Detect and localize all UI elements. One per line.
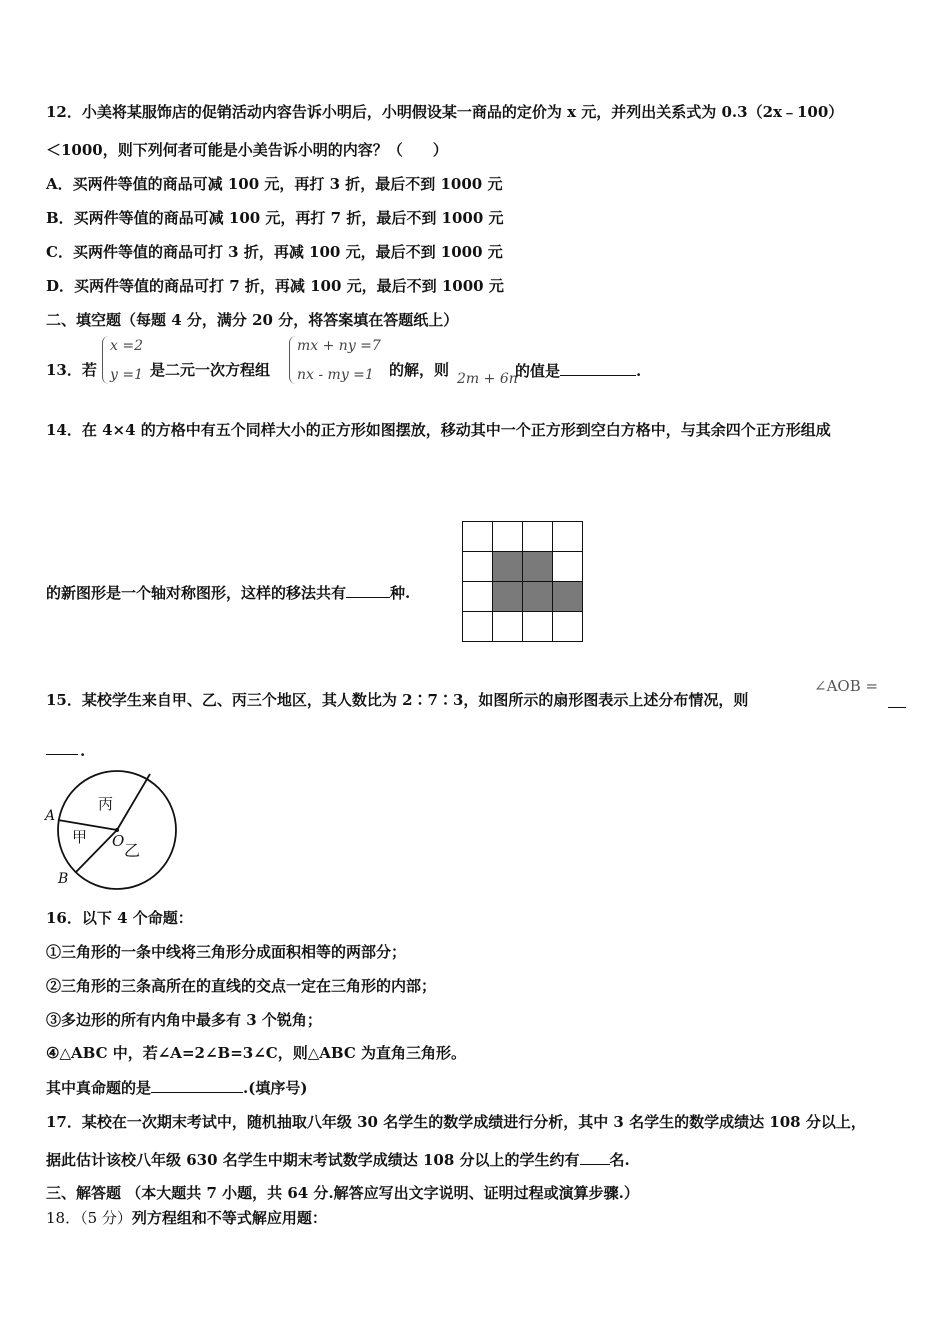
grid-square-empty	[552, 611, 583, 642]
grid-square-empty	[552, 521, 583, 552]
q16-item-2: ②三角形的三条高所在的直线的交点一定在三角形的内部；	[46, 977, 437, 995]
q16-item-3: ③多边形的所有内角中最多有 3 个锐角；	[46, 1011, 322, 1029]
q16-answer-prefix: 其中真命题的是	[46, 1079, 152, 1097]
q14-line2	[46, 582, 410, 603]
q13-answer-blank[interactable]	[560, 360, 636, 376]
grid-square-empty	[492, 611, 523, 642]
q13-sys2-eq1: mx + ny =7	[297, 338, 381, 354]
q12-option-a: A．买两件等值的商品可减 100 元，再打 3 折，最后不到 1000 元	[46, 175, 503, 193]
q13-sys1-eq2: y =1	[110, 367, 143, 383]
label-yi: 乙	[124, 841, 141, 860]
q16-answer-suffix: .(填序号)	[243, 1079, 308, 1097]
grid-square-empty	[552, 551, 583, 582]
q17-line2	[46, 1149, 630, 1170]
q15-end: .	[80, 742, 86, 760]
q13-brace-1	[102, 336, 109, 384]
q18-line	[46, 1208, 327, 1228]
q14-line2-end: 种.	[390, 584, 411, 602]
q18-text: 列方程组和不等式解应用题：	[131, 1209, 327, 1227]
q17-line2-text: 据此估计该校八年级 630 名学生中期末考试数学成绩达 108 分以上的学生约有	[46, 1151, 580, 1169]
q13-expression: 2m + 6n	[457, 371, 518, 387]
q13-mid-text: 是二元一次方程组	[150, 361, 271, 379]
q15-line1: 15．某校学生来自甲、乙、丙三个地区，其人数比为 2∶7∶3，如图所示的扇形图表示上述分布情况，则	[46, 691, 749, 709]
q12-line1: 12．小美将某服饰店的促销活动内容告诉小明后，小明假设某一商品的定价为 x 元，并列出关系式为 0.3（2x﹣100）	[46, 103, 844, 121]
q12-option-c: C．买两件等值的商品可打 3 折，再减 100 元，最后不到 1000 元	[46, 243, 503, 261]
grid-square-empty	[522, 521, 553, 552]
label-a: A	[45, 808, 56, 824]
grid-square-empty	[492, 521, 523, 552]
label-jia: 甲	[72, 828, 88, 846]
q18-number: 18．（5 分）	[46, 1209, 132, 1227]
label-b: B	[58, 871, 69, 887]
grid-square-filled	[552, 581, 583, 612]
label-bing: 丙	[98, 795, 114, 813]
q15-pie-chart	[40, 764, 190, 890]
q13-after-text: 的解，则	[389, 361, 450, 379]
section3-heading: 三、解答题 （本大题共 7 小题，共 64 分.解答应写出文字说明、证明过程或演算步骤.）	[46, 1184, 639, 1202]
grid-square-empty	[522, 611, 553, 642]
grid-square-filled	[492, 551, 523, 582]
grid-square-empty	[462, 581, 493, 612]
q16-head: 16．以下 4 个命题：	[46, 909, 193, 927]
q14-line2-text: 的新图形是一个轴对称图形，这样的移法共有	[46, 584, 347, 602]
q16-item-1: ①三角形的一条中线将三角形分成面积相等的两部分；	[46, 943, 407, 961]
grid-square-empty	[462, 551, 493, 582]
q15-answer-blank-part1[interactable]	[888, 692, 906, 708]
grid-square-empty	[462, 611, 493, 642]
q12-option-d: D．买两件等值的商品可打 7 折，再减 100 元，最后不到 1000 元	[46, 277, 504, 295]
q17-line2-end: 名.	[609, 1151, 630, 1169]
label-o: O	[112, 832, 125, 850]
q12-line2: ＜1000，则下列何者可能是小美告诉小明的内容？（ ）	[46, 141, 448, 159]
pie-radius-oa	[58, 820, 117, 830]
q13-brace-2	[289, 336, 296, 384]
q13-tail-text: 的值是	[515, 362, 561, 380]
grid-square-empty	[462, 521, 493, 552]
q15-answer-blank-part2[interactable]	[46, 739, 78, 755]
q17-answer-blank[interactable]	[580, 1149, 610, 1165]
q12-option-b: B．买两件等值的商品可减 100 元，再打 7 折，最后不到 1000 元	[46, 209, 504, 227]
q13-end: .	[636, 362, 642, 380]
q13-sys2-eq2: nx - my =1	[297, 367, 374, 383]
grid-square-filled	[522, 551, 553, 582]
q14-line1: 14．在 4×4 的方格中有五个同样大小的正方形如图摆放，移动其中一个正方形到空白方格中，与其余四个正方形组成	[46, 421, 831, 439]
section2-heading: 二、填空题（每题 4 分，满分 20 分，将答案填在答题纸上）	[46, 311, 459, 329]
grid-square-filled	[492, 581, 523, 612]
q13-number: 13．若	[46, 361, 97, 379]
q13-sys1-eq1: x =2	[110, 338, 143, 354]
q16-answer-blank[interactable]	[151, 1077, 243, 1093]
pie-radius-oc	[117, 774, 150, 830]
q15-angle-expression: ∠AOB =	[814, 677, 879, 695]
q16-item-4: ④△ABC 中，若∠A=2∠B=3∠C，则△ABC 为直角三角形。	[46, 1044, 467, 1062]
q17-line1: 17．某校在一次期末考试中，随机抽取八年级 30 名学生的数学成绩进行分析，其中 3 名学生的数学成绩达 108 分以上，	[46, 1113, 866, 1131]
q13-tail	[515, 360, 641, 381]
q16-answer-line	[46, 1077, 307, 1098]
q14-answer-blank[interactable]	[346, 582, 390, 598]
grid-square-filled	[522, 581, 553, 612]
